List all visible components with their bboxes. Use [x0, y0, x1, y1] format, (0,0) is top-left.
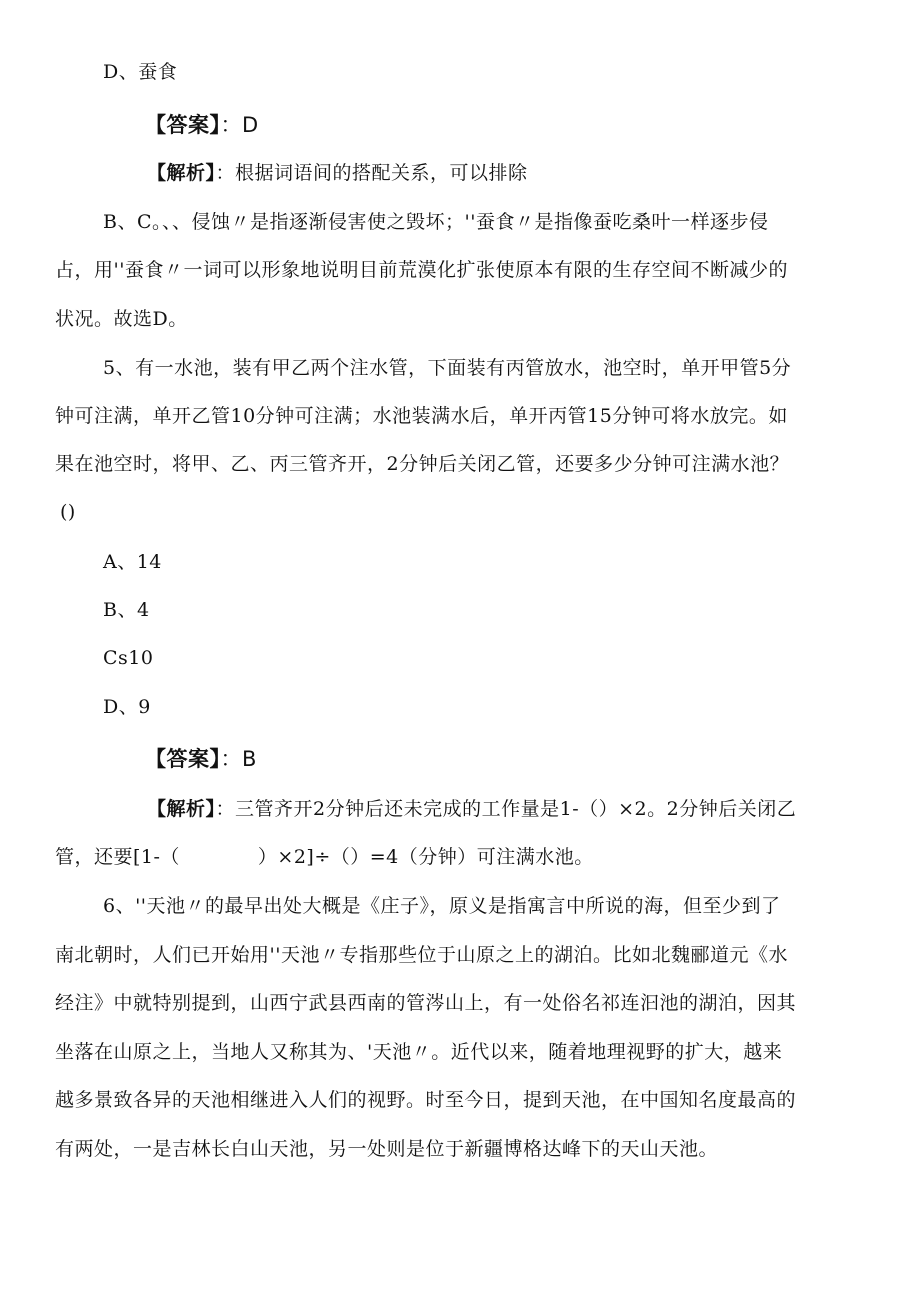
q5-analysis-line — [55, 845, 594, 869]
q4-analysis — [147, 161, 528, 185]
q5-question-line: () — [60, 501, 76, 523]
q6-line: 经注》中就特别提到，山西宁武县西南的管涔山上，有一处俗名祁连汩池的湖泊，因其 — [55, 992, 797, 1014]
answer-value: ：D — [220, 113, 259, 137]
q5-question-line: 钟可注满，单开乙管10分钟可注满；水池装满水后，单开丙管15分钟可将水放完。如 — [55, 405, 788, 427]
analysis-text: ：根据词语间的搭配关系，可以排除 — [215, 162, 528, 184]
q4-answer — [145, 113, 259, 137]
answer-value: ：B — [220, 747, 257, 771]
q6-line: 6、''天池〃的最早出处大概是《庄子》，原义是指寓言中所说的海，但至少到了 — [103, 895, 781, 917]
analysis-text: ：三管齐开2分钟后还未完成的工作量是1-（）×2。2分钟后关闭乙 — [215, 798, 797, 820]
q5-answer — [145, 747, 257, 771]
q5-option-b: B、4 — [103, 599, 150, 621]
analysis-text-part: 管，还要[1-（ — [55, 846, 180, 868]
q5-option-d: D、9 — [103, 696, 151, 718]
q6-line: 越多景致各异的天池相继进入人们的视野。时至今日，提到天池，在中国知名度最高的 — [55, 1089, 797, 1111]
analysis-tag: 【解析】 — [147, 162, 216, 184]
q5-question-line: 果在池空时，将甲、乙、丙三管齐开，2分钟后关闭乙管，还要多少分钟可注满水池？ — [55, 453, 790, 475]
answer-tag: 【答案】 — [145, 113, 221, 137]
q6-line: 坐落在山原之上，当地人又称其为、'天池〃。近代以来，随着地理视野的扩大，越来 — [55, 1041, 783, 1063]
q4-analysis-line: 状况。故选D。 — [55, 308, 188, 330]
q5-option-c: Cs10 — [103, 647, 154, 669]
q4-analysis-line: B、C。、、侵蚀〃是指逐渐侵害使之毁坏；''蚕食〃是指像蚕吃桑叶一样逐步侵 — [103, 211, 769, 233]
q4-analysis-line: 占，用''蚕食〃一词可以形象地说明目前荒漠化扩张使原本有限的生存空间不断减少的 — [55, 259, 788, 281]
q5-question-line: 5、有一水池，装有甲乙两个注水管，下面装有丙管放水，池空时，单开甲管5分 — [103, 357, 792, 379]
analysis-tag: 【解析】 — [147, 798, 216, 820]
q4-option-d: D、蚕食 — [103, 61, 178, 83]
q6-line: 有两处，一是吉林长白山天池，另一处则是位于新疆博格达峰下的天山天池。 — [55, 1138, 719, 1160]
analysis-text-part: ）×2]÷（）=4（分钟）可注满水池。 — [257, 846, 594, 868]
q5-analysis — [147, 797, 796, 821]
q6-line: 南北朝时，人们已开始用''天池〃专指那些位于山原之上的湖泊。比如北魏郦道元《水 — [55, 944, 788, 966]
answer-tag: 【答案】 — [145, 747, 221, 771]
q5-option-a: A、14 — [103, 551, 162, 573]
